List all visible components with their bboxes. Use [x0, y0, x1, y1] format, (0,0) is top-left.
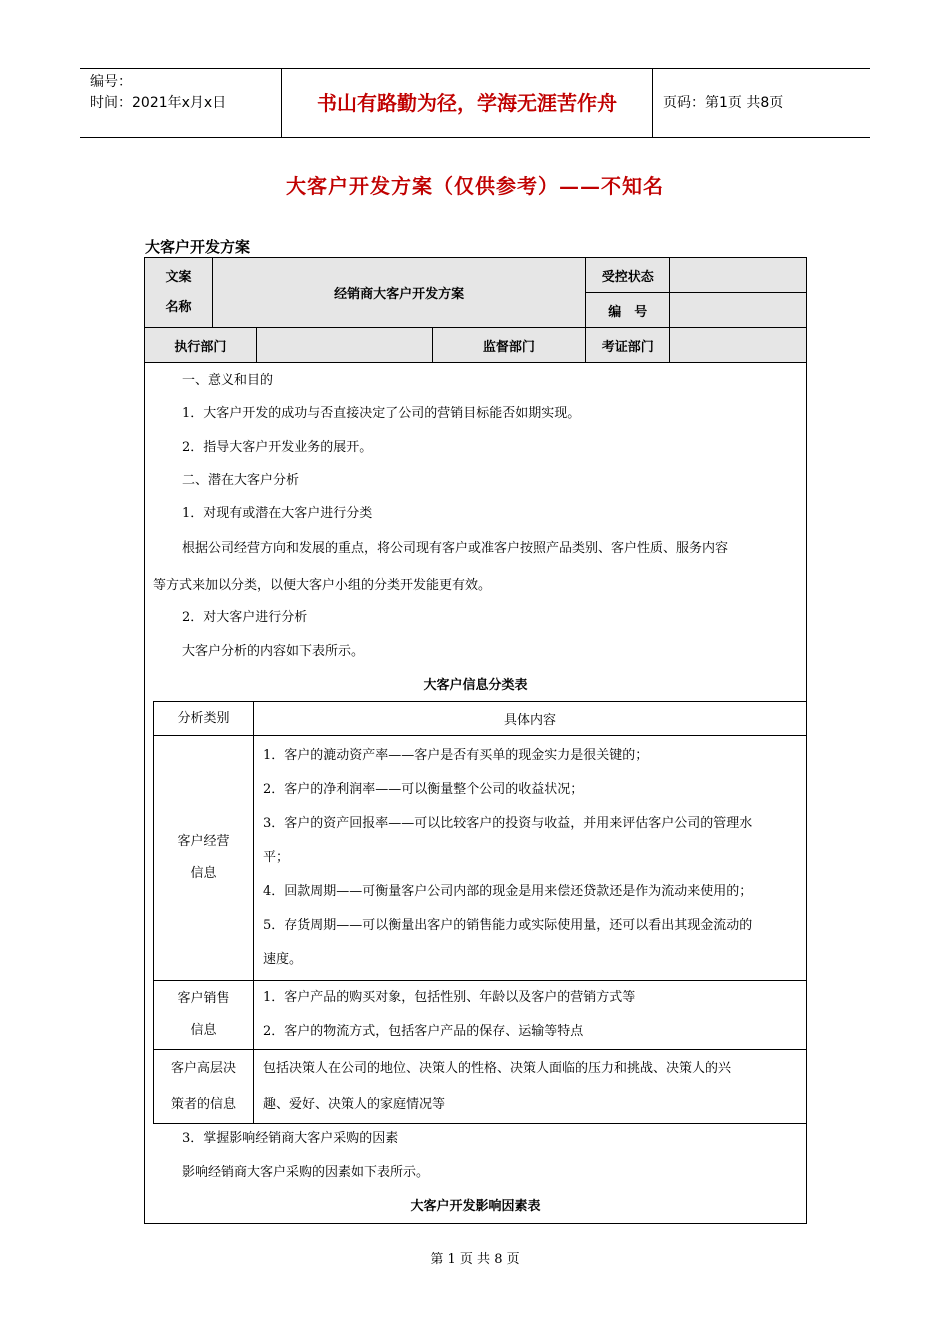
doc-name-value: 经销商大客户开发方案 — [212, 258, 585, 328]
paragraph: 1．对现有或潜在大客户进行分类 — [182, 506, 373, 521]
category-line: 策者的信息 — [170, 1096, 236, 1112]
label-supervise-dept: 监督部门 — [432, 328, 586, 363]
table-cell-content — [254, 981, 807, 1050]
paragraph: 影响经销商大客户采购的因素如下表所示。 — [182, 1165, 430, 1180]
exec-dept-value — [256, 328, 432, 363]
label-control-status: 受控状态 — [586, 258, 670, 293]
table-row — [154, 981, 807, 1050]
control-status-value — [670, 258, 807, 293]
number-value — [670, 293, 807, 328]
content-line: 速度。 — [263, 952, 303, 967]
content-line: 1．客户的漉动资产率——客户是否有买单的现金实力是很关键的； — [263, 748, 649, 763]
label-doc-name-line1: 文案 — [165, 269, 192, 285]
heading-analysis: 二、潜在大客户分析 — [182, 473, 300, 488]
table-cell-content — [254, 1050, 807, 1124]
verify-dept-value — [670, 328, 807, 363]
category-line: 信息 — [190, 1023, 217, 1038]
header-number: 编号： — [90, 74, 132, 90]
paragraph: 大客户分析的内容如下表所示。 — [182, 644, 365, 659]
table-cell-category — [154, 1050, 254, 1124]
header-motto: 书山有路勤为径，学海无涯苦作舟 — [281, 69, 653, 137]
page-header — [80, 68, 870, 138]
paragraph: 等方式来加以分类，以便大客户小组的分类开发能更有效。 — [153, 578, 492, 593]
header-time: 时间：2021年x月x日 — [90, 95, 227, 111]
content-line: 包括决策人在公司的地位、决策人的性格、决策人面临的压力和挑战、决策人的兴 — [263, 1060, 732, 1076]
label-doc-name — [145, 258, 213, 328]
header-meta — [80, 69, 280, 137]
label-doc-name-line2: 名称 — [165, 299, 192, 315]
table-cell-category — [154, 736, 254, 981]
paragraph: 1．大客户开发的成功与否直接决定了公司的营销目标能否如期实现。 — [182, 406, 581, 421]
document-title: 大客户开发方案（仅供参考）——不知名 — [286, 174, 664, 198]
customer-info-table — [153, 701, 807, 1124]
table-caption: 大客户信息分类表 — [423, 678, 528, 693]
label-exec-dept: 执行部门 — [145, 328, 257, 363]
heading-purpose: 一、意义和目的 — [182, 373, 274, 388]
table-header-content: 具体内容 — [254, 702, 807, 736]
content-line: 2．客户的净利润率——可以衡量整个公司的收益状况； — [263, 782, 584, 797]
table-cell-category — [154, 981, 254, 1050]
content-line: 2．客户的物流方式，包括客户产品的保存、运输等特点 — [263, 1024, 584, 1039]
document-meta-table — [144, 257, 807, 363]
table-header-category: 分析类别 — [154, 702, 254, 736]
category-line: 客户高层决 — [170, 1060, 236, 1076]
content-line: 4．回款周期——可衡量客户公司内部的现金是用来偿还贷款还是作为流动来使用的； — [263, 884, 753, 899]
content-line: 平； — [263, 850, 290, 865]
table-row — [154, 1050, 807, 1124]
content-line: 5．存货周期——可以衡量出客户的销售能力或实际使用量，还可以看出其现金流动的 — [263, 918, 753, 933]
paragraph: 3．掌握影响经销商大客户采购的因素 — [182, 1131, 399, 1146]
content-line: 趣、爱好、决策人的家庭情况等 — [263, 1096, 446, 1112]
label-number: 编 号 — [586, 293, 670, 328]
table-row — [154, 736, 807, 981]
label-verify-dept: 考证部门 — [586, 328, 670, 363]
content-line: 3．客户的资产回报率——可以比较客户的投资与收益，并用来评估客户公司的管理水 — [263, 816, 753, 831]
header-page-info: 页码：第1页 共8页 — [663, 95, 784, 111]
category-line: 客户销售 — [177, 991, 230, 1006]
category-line: 信息 — [190, 866, 217, 881]
section-subtitle: 大客户开发方案 — [145, 238, 251, 256]
paragraph: 2．对大客户进行分析 — [182, 610, 308, 625]
page-footer: 第 1 页 共 8 页 — [430, 1252, 520, 1267]
paragraph: 根据公司经营方向和发展的重点，将公司现有客户或准客户按照产品类别、客户性质、服务内容 — [182, 541, 729, 556]
table-cell-content — [254, 736, 807, 981]
content-line: 1．客户产品的购买对象，包括性别、年龄以及客户的营销方式等 — [263, 990, 636, 1005]
table-caption: 大客户开发影响因素表 — [410, 1199, 541, 1214]
paragraph: 2．指导大客户开发业务的展开。 — [182, 440, 373, 455]
category-line: 客户经营 — [177, 834, 230, 849]
